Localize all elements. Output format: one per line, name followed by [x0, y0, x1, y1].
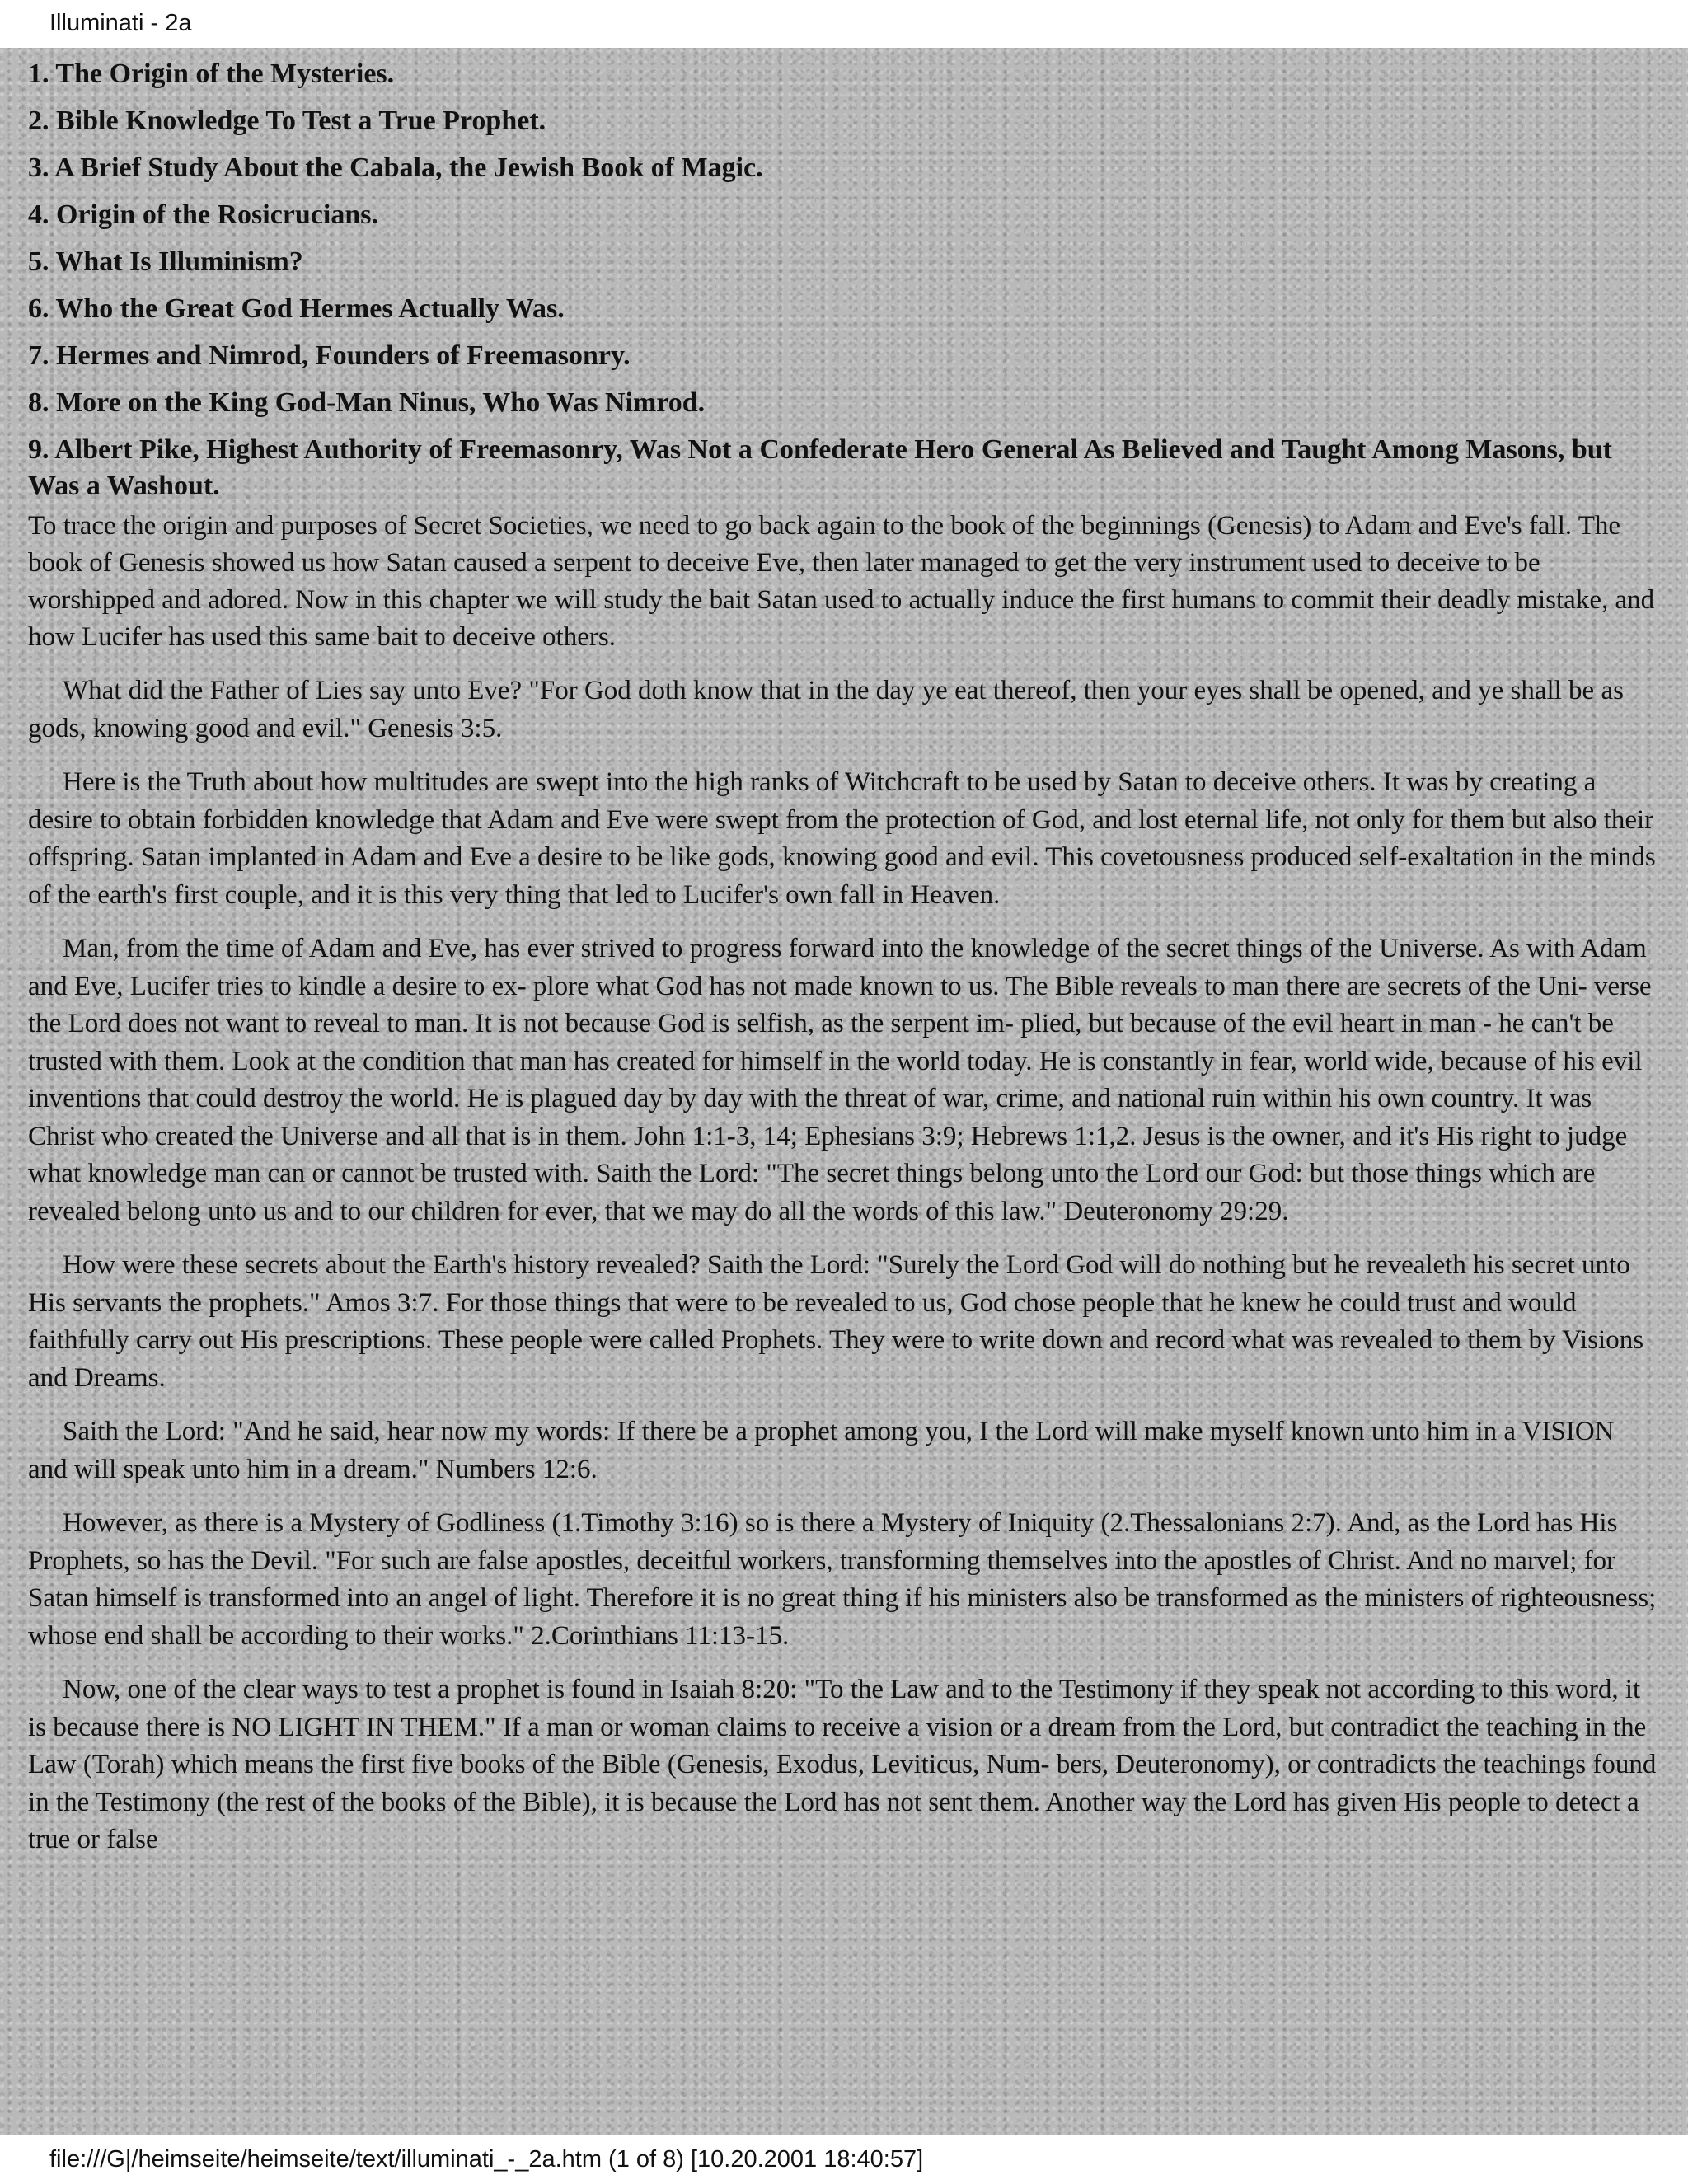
page-title: Illuminati - 2a: [49, 10, 192, 36]
body-paragraph: How were these secrets about the Earth's history revealed? Saith the Lord: "Surely the Lord God will do nothing but he revealeth his secret unto His servants the prophets." Amos 3:7. For those things that were to be revealed to us, God chose people that he knew he could trust and would faithfully carry out His prescriptions. These people were called Prophets. They were to write down and record what was revealed to them by Visions and Dreams.: [28, 1250, 1644, 1393]
toc-item-8: 8. More on the King God-Man Ninus, Who Was Nimrod.: [28, 387, 706, 418]
document-body: [0, 48, 1688, 2135]
body-paragraph: Saith the Lord: "And he said, hear now my words: If there be a prophet among you, I the Lord will make myself known unto him in a VISION and will speak unto him in a dream." Numbers 12:6.: [28, 1417, 1615, 1484]
body-paragraph: What did the Father of Lies say unto Eve? "For God doth know that in the day ye eat thereof, then your eyes shall be opened, and ye shall be as gods, knowing good and evil." Genesis 3:5.: [28, 676, 1624, 743]
toc-item-2: 2. Bible Knowledge To Test a True Prophet.: [28, 105, 546, 136]
intro-paragraph: To trace the origin and purposes of Secret Societies, we need to go back again to the book of the beginnings (Genesis) to Adam and Eve's fall. The book of Genesis showed us how Satan caused a serpent to deceive Eve, then later managed to get the very instrument used to deceive to be worshipped and adored. Now in this chapter we will study the bait Satan used to actually induce the first humans to commit their deadly mistake, and how Lucifer has used this same bait to deceive others.: [28, 511, 1655, 652]
body-paragraph: However, as there is a Mystery of Godliness (1.Timothy 3:16) so is there a Mystery of Iniquity (2.Thessalonians 2:7). And, as the Lord has His Prophets, so has the Devil. "For such are false apostles, deceitful workers, transforming themselves into the apostles of Christ. And no marvel; for Satan himself is transformed into an angel of light. Therefore it is no great thing if his ministers also be transformed as the ministers of righteousness; whose end shall be according to their works." 2.Corinthians 11:13-15.: [28, 1508, 1657, 1651]
toc-item-6: 6. Who the Great God Hermes Actually Was.: [28, 293, 565, 324]
page-header: [0, 0, 1688, 48]
toc-item-9: 9. Albert Pike, Highest Authority of Freemasonry, Was Not a Confederate Hero General As Believed and Taught Among Masons, but Was a Washout.: [28, 434, 1612, 501]
toc-item-4: 4. Origin of the Rosicrucians.: [28, 199, 378, 230]
toc-item-1: 1. The Origin of the Mysteries.: [28, 59, 395, 89]
toc-item-5: 5. What Is Illuminism?: [28, 246, 303, 277]
toc-item-7: 7. Hermes and Nimrod, Founders of Freemasonry.: [28, 340, 631, 371]
toc-item-3: 3. A Brief Study About the Cabala, the Jewish Book of Magic.: [28, 152, 763, 183]
body-paragraph: Now, one of the clear ways to test a prophet is found in Isaiah 8:20: "To the Law and to the Testimony if they speak not according to this word, it is because there is NO LIGHT IN THEM." If a man or woman claims to receive a vision or a dream from the Lord, but contradict the teaching in the Law (Torah) which means the first five books of the Bible (Genesis, Exodus, Leviticus, Num- bers, Deuteronomy), or contradicts the teachings found in the Testimony (the rest of the books of the Bible), it is because the Lord has not sent them. Another way the Lord has given His people to detect a true or false: [28, 1675, 1657, 1854]
file-path: file:///G|/heimseite/heimseite/text/illuminati_-_2a.htm (1 of 8) [10.20.2001 18:40:57]: [49, 2146, 924, 2172]
body-paragraph: Man, from the time of Adam and Eve, has ever strived to progress forward into the knowledge of the secret things of the Universe. As with Adam and Eve, Lucifer tries to kindle a desire to ex- plore what God has not made known to us. The Bible reveals to man there are secrets of the Uni- verse the Lord does not want to reveal to man. It is not because God is selfish, as the serpent im- plied, but because of the evil heart in man - he can't be trusted with them. Look at the condition that man has created for himself in the world today. He is constantly in fear, world wide, because of his evil inventions that could destroy the world. He is plagued day by day with the threat of war, crime, and national ruin within his own country. It was Christ who created the Universe and all that is in them. John 1:1-3, 14; Ephesians 3:9; Hebrews 1:1,2. Jesus is the owner, and it's His right to judge what knowledge man can or cannot be trusted with. Saith the Lord: "The secret things belong unto the Lord our God: but those things which are revealed belong unto us and to our children for ever, that we may do all the words of this law." Deuteronomy 29:29.: [28, 934, 1652, 1226]
table-of-contents: [28, 56, 1660, 504]
page-footer: [0, 2135, 1688, 2184]
body-paragraph: Here is the Truth about how multitudes are swept into the high ranks of Witchcraft to be used by Satan to deceive others. It was by creating a desire to obtain forbidden knowledge that Adam and Eve were swept from the protection of God, and lost eternal life, not only for them but also their offspring. Satan implanted in Adam and Eve a desire to be like gods, knowing good and evil. This covetousness produced self-exaltation in the minds of the earth's first couple, and it is this very thing that led to Lucifer's own fall in Heaven.: [28, 767, 1656, 910]
